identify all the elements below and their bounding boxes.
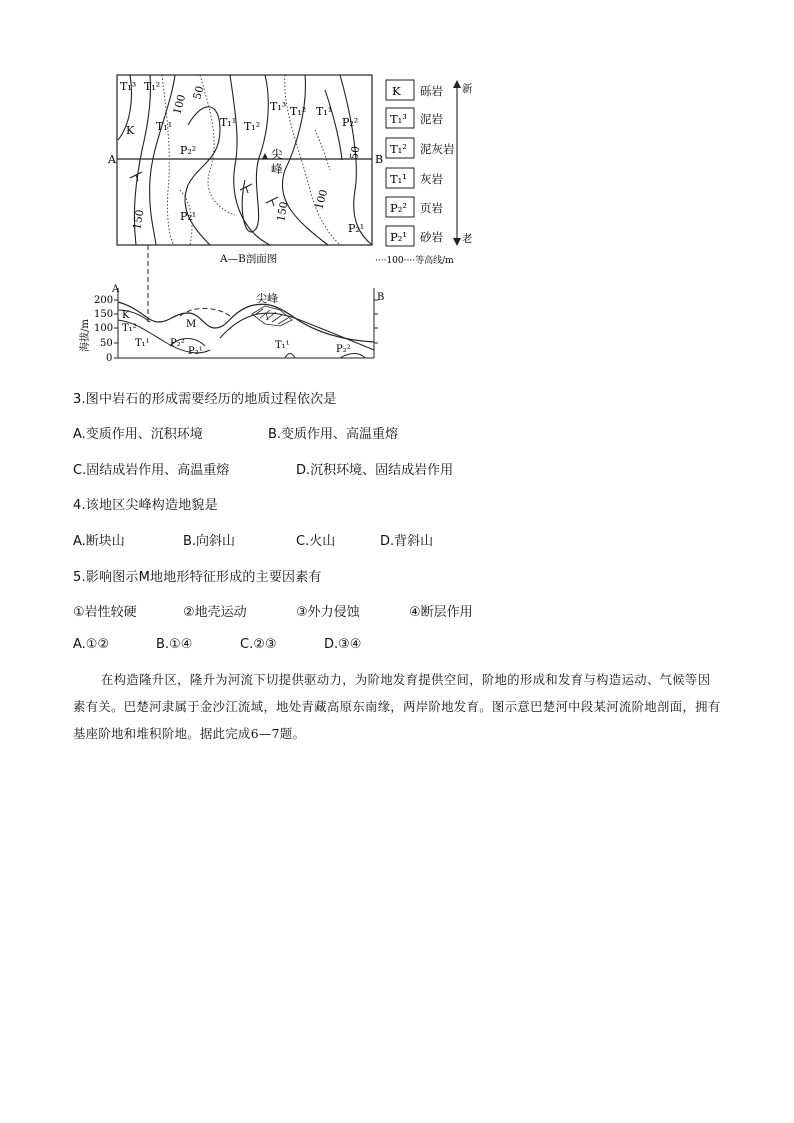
contour-value: 150 bbox=[275, 200, 291, 223]
legend-code: T₁¹ bbox=[390, 172, 407, 186]
peak-label-map-1: 尖 bbox=[271, 147, 283, 161]
profile-ylabel: 海拔/m bbox=[80, 319, 91, 352]
strike-dip-symbols bbox=[130, 172, 278, 206]
question-5-stem: 5.影响图示M地地形特征形成的主要因素有 bbox=[73, 570, 322, 585]
map-unit: K bbox=[126, 124, 135, 137]
legend-name: 砾岩 bbox=[420, 84, 443, 98]
profile-unit: P₂¹ bbox=[188, 346, 203, 357]
q5-option-a: A.①② bbox=[73, 637, 110, 652]
q4-option-d: D.背斜山 bbox=[380, 534, 434, 549]
contour-value: 150 bbox=[131, 208, 147, 231]
profile-label-a: A bbox=[112, 284, 120, 295]
map-unit: P₂² bbox=[180, 144, 197, 157]
q4-option-c: C.火山 bbox=[296, 534, 336, 549]
peak-marker bbox=[262, 153, 268, 159]
y-tick-label: 200 bbox=[94, 295, 114, 306]
profile-unit: T₁¹ bbox=[275, 340, 290, 351]
q5-factor-2: ②地壳运动 bbox=[183, 605, 247, 620]
legend-code: T₁² bbox=[390, 142, 407, 156]
profile-unit: T₁² bbox=[122, 323, 137, 334]
contour-value: 100 bbox=[313, 188, 331, 211]
map-unit: T₁¹ bbox=[316, 105, 333, 118]
arrow-down-icon bbox=[453, 238, 461, 246]
contour-note: ····100····等高线/m bbox=[375, 256, 454, 266]
map-unit: P₂¹ bbox=[348, 222, 365, 235]
profile-unit: M bbox=[186, 319, 197, 330]
legend-code: K bbox=[392, 84, 401, 98]
legend-name: 页岩 bbox=[420, 201, 443, 215]
map-unit: P₂² bbox=[342, 116, 359, 129]
label-b: B bbox=[375, 153, 384, 166]
legend-code: T₁³ bbox=[390, 112, 407, 126]
profile-label-b: B bbox=[377, 292, 385, 303]
peak-label-map-2: 峰 bbox=[271, 162, 283, 176]
geologic-map-figure bbox=[70, 70, 490, 370]
map-unit: T₁¹ bbox=[156, 120, 173, 133]
q5-option-c: C.②③ bbox=[240, 637, 277, 652]
map-unit: T₁² bbox=[144, 80, 161, 93]
contour-value: 50 bbox=[348, 145, 363, 161]
q3-option-b: B.变质作用、高温重熔 bbox=[268, 427, 399, 442]
eroded-anticline-dashed bbox=[180, 308, 230, 316]
map-unit: T₁³ bbox=[270, 100, 287, 113]
legend-code: P₂² bbox=[390, 201, 407, 215]
legend-name: 砂岩 bbox=[420, 230, 443, 244]
question-4-stem: 4.该地区尖峰构造地貌是 bbox=[73, 498, 218, 513]
q3-option-c: C.固结成岩作用、高温重熔 bbox=[73, 463, 230, 478]
label-a: A bbox=[108, 153, 116, 166]
map-unit: P₂¹ bbox=[180, 210, 197, 223]
q5-option-b: B.①④ bbox=[156, 637, 193, 652]
peak-label-profile: 尖峰 bbox=[256, 292, 278, 305]
reading-passage: 在构造隆升区，隆升为河流下切提供驱动力，为阶地发育提供空间，阶地的形成和发育与构造运动、气候等因素有关。巴楚河隶属于金沙江流域，地处青藏高原东南缘，两岸阶地发育。图示意巴楚河中段某河流阶地剖面，拥有基座阶地和堆积阶地。据此完成6—7题。 bbox=[73, 673, 721, 741]
legend-name: 泥灰岩 bbox=[420, 142, 455, 156]
y-tick-label: 50 bbox=[100, 338, 113, 349]
question-3-stem: 3.图中岩石的形成需要经历的地质过程依次是 bbox=[73, 392, 337, 407]
q4-option-a: A.断块山 bbox=[73, 534, 125, 549]
profile-unit: P₂² bbox=[336, 344, 351, 355]
q5-factor-3: ③外力侵蚀 bbox=[296, 605, 360, 620]
map-unit: T₁¹ bbox=[220, 116, 237, 129]
q3-option-a: A.变质作用、沉积环境 bbox=[73, 427, 203, 442]
legend-code: P₂¹ bbox=[390, 230, 407, 244]
map-unit: T₁² bbox=[244, 120, 261, 133]
map-unit: T₁² bbox=[290, 105, 307, 118]
q5-factor-1: ①岩性较硬 bbox=[73, 605, 137, 620]
q3-option-d: D.沉积环境、固结成岩作用 bbox=[296, 463, 454, 478]
q5-factor-4: ④断层作用 bbox=[409, 605, 473, 620]
profile-unit: P₂² bbox=[170, 338, 185, 349]
y-tick-label: 150 bbox=[94, 309, 114, 320]
strata-boundaries bbox=[118, 75, 372, 245]
contour-value: 50 bbox=[191, 84, 207, 101]
map-caption: A—B剖面图 bbox=[220, 253, 278, 265]
q5-option-d: D.③④ bbox=[324, 637, 362, 652]
peak-hatched-block bbox=[252, 306, 292, 326]
profile-unit: K bbox=[122, 310, 130, 321]
cross-section bbox=[78, 284, 384, 364]
age-old-label: 老 bbox=[462, 233, 473, 245]
arrow-up-icon bbox=[453, 80, 461, 88]
legend-name: 泥岩 bbox=[420, 112, 443, 126]
y-tick-label: 0 bbox=[106, 353, 113, 364]
q4-option-b: B.向斜山 bbox=[183, 534, 236, 549]
map-unit: T₁³ bbox=[120, 80, 137, 93]
legend-name: 灰岩 bbox=[420, 172, 443, 186]
age-new-label: 新 bbox=[462, 83, 473, 95]
legend bbox=[386, 80, 455, 246]
contour-value: 100 bbox=[171, 93, 189, 116]
map-frame bbox=[117, 75, 372, 245]
profile-unit: T₁¹ bbox=[135, 338, 150, 349]
y-tick-label: 100 bbox=[94, 323, 114, 334]
terrain-profile bbox=[118, 302, 374, 342]
